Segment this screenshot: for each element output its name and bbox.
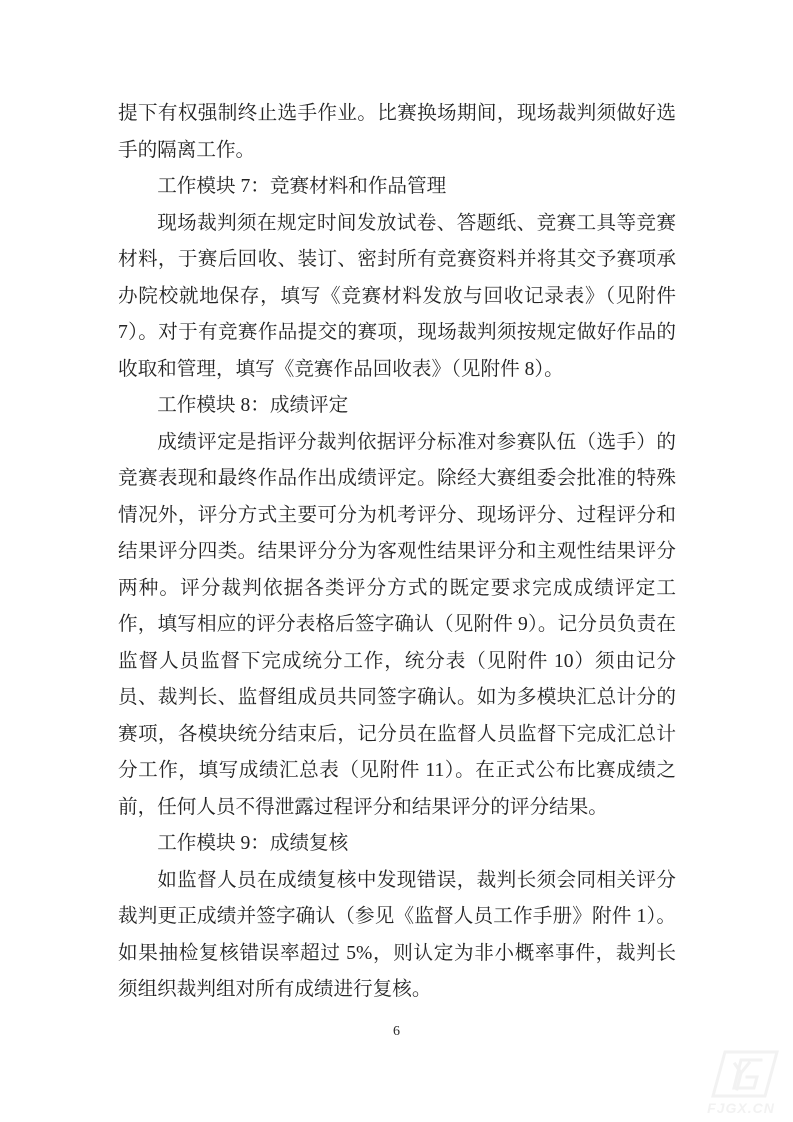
section-heading: 工作模块 8：成绩评定	[157, 395, 349, 416]
fjgx-logo-icon	[701, 1049, 781, 1099]
watermark-site-label: FJGX.CN	[707, 1100, 775, 1116]
paragraph: 成绩评定是指评分裁判依据评分标准对参赛队伍（选手）的竞赛表现和最终作品作出成绩评定。除经大赛组委会批准的特殊情况外，评分方式主要可分为机考评分、现场评分、过程评分和结果评分四类。结果评分分为客观性结果评分和主观性结果评分两种。评分裁判依据各类评分方式的既定要求完成成绩评定工作，填写相应的评分表格后签字确认（见附件 9）。记分员负责在监督人员监督下完成统分工作，统分表（见附件 10）须由记分员、裁判长、监督组成员共同签字确认。如为多模块汇总计分的赛项，各模块统分结束后，记分员在监督人员监督下完成汇总计分工作，填写成绩汇总表（见附件 11）。在正式公布比赛成绩之前，任何人员不得泄露过程评分和结果评分的评分结果。	[118, 431, 676, 818]
paragraph: 提下有权强制终止选手作业。比赛换场期间，现场裁判须做好选手的隔离工作。	[118, 103, 676, 161]
watermark	[693, 1049, 789, 1116]
paragraph: 如监督人员在成绩复核中发现错误，裁判长须会同相关评分裁判更正成绩并签字确认（参见《监督人员工作手册》附件 1）。如果抽检复核错误率超过 5%，则认定为非小概率事件，裁判长须组织裁判组对所有成绩进行复核。	[118, 869, 676, 1000]
paragraph: 现场裁判须在规定时间发放试卷、答题纸、竞赛工具等竞赛材料，于赛后回收、装订、密封所有竞赛资料并将其交予赛项承办院校就地保存，填写《竞赛材料发放与回收记录表》（见附件 7）。对于有竞赛作品提交的赛项，现场裁判须按规定做好作品的收取和管理，填写《竞赛作品回收表》（见附件 8）。	[118, 212, 676, 380]
section-heading: 工作模块 9：成绩复核	[157, 833, 349, 854]
page-footer	[0, 1022, 793, 1040]
section-heading: 工作模块 7：竞赛材料和作品管理	[157, 176, 447, 197]
page-number: 6	[393, 1024, 400, 1039]
document-body	[118, 96, 676, 1009]
